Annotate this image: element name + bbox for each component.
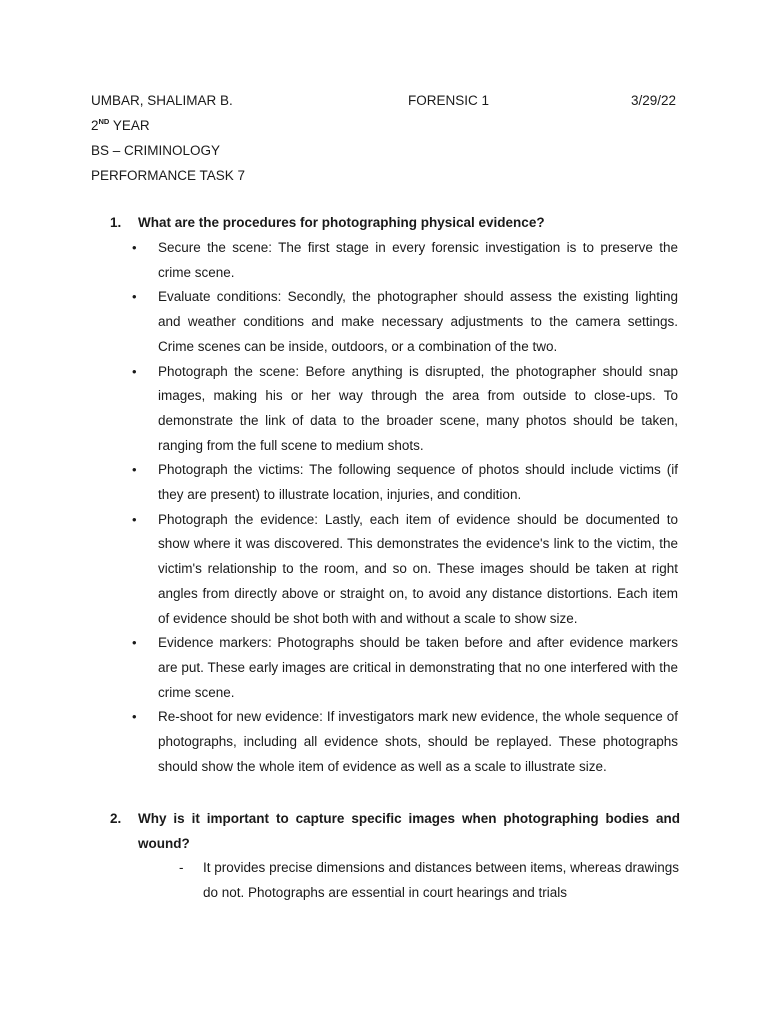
list-item-text: Photograph the victims: The following sequence of photos should include victims (if they are present) to illustrate location, injuries, and condition.: [158, 462, 678, 503]
list-item: [132, 236, 678, 285]
question-1-number: 1.: [110, 215, 122, 230]
list-item-text: Photograph the scene: Before anything is disrupted, the photographer should snap images, making his or her way through the area from outside to close-ups. To demonstrate the link of data to the broader scene, many photos should be taken, ranging from the full scene to medium shots.: [158, 363, 678, 453]
document-header: [91, 92, 679, 192]
question-2-number: 2.: [110, 811, 122, 826]
list-item-text: Secure the scene: The first stage in every forensic investigation is to preserve the crime scene.: [158, 240, 678, 280]
bullet-icon: •: [132, 511, 137, 527]
date-label: 3/29/22: [630, 93, 676, 108]
student-name: UMBAR, SHALIMAR B.: [91, 93, 233, 108]
year-ordinal-suffix: ND: [98, 117, 110, 126]
subject-label: FORENSIC 1: [408, 93, 490, 108]
list-item-text: Evidence markers: Photographs should be taken before and after evidence markers are put. These early images are critical in demonstrating that no one interfered with the crime scene.: [158, 635, 678, 700]
list-item: [132, 458, 678, 507]
dash-icon: -: [179, 860, 184, 875]
question-1: [110, 211, 680, 236]
year-number: 2: [91, 118, 99, 133]
question-2-answer-text: It provides precise dimensions and distances between items, whereas drawings do not. Photographs are essential in court hearings and trials: [203, 860, 679, 900]
question-1-answer-list: [132, 236, 678, 779]
year-level: [91, 117, 679, 142]
bullet-icon: •: [132, 462, 137, 478]
list-item-text: Photograph the evidence: Lastly, each item of evidence should be documented to show where it was discovered. This demonstrates the evidence's link to the victim, the victim's relationship to the room, and so on. These images should be taken at right angles from directly above or straight on, to avoid any distance distortions. Each item of evidence should be shot both with and without a scale to show size.: [158, 511, 678, 626]
bullet-icon: •: [132, 709, 137, 725]
question-2: [110, 807, 680, 856]
list-item: [132, 631, 678, 705]
question-2-text: Why is it important to capture specific images when photographing bodies and wound?: [138, 811, 680, 851]
list-item: [132, 705, 678, 779]
bullet-icon: •: [132, 635, 137, 651]
list-item: [132, 508, 678, 632]
header-line-1: [91, 92, 679, 117]
bullet-icon: •: [132, 289, 137, 305]
course-label: BS – CRIMINOLOGY: [91, 143, 221, 158]
question-2-answer: [179, 856, 679, 905]
question-1-text: What are the procedures for photographing physical evidence?: [138, 215, 545, 230]
list-item-text: Re-shoot for new evidence: If investigators mark new evidence, the whole sequence of photographs, including all evidence shots, should be replayed. These photographs should show the whole item of evidence as well as a scale to illustrate size.: [158, 709, 678, 774]
bullet-icon: •: [132, 363, 137, 379]
task-title: PERFORMANCE TASK 7: [91, 168, 246, 183]
list-item: [132, 360, 678, 459]
list-item: [132, 285, 678, 359]
bullet-icon: •: [132, 240, 137, 255]
year-word: YEAR: [109, 118, 150, 133]
list-item-text: Evaluate conditions: Secondly, the photographer should assess the existing lighting and weather conditions and make necessary adjustments to the camera settings. Crime scenes can be inside, outdoors, or a combination of the two.: [158, 289, 678, 354]
